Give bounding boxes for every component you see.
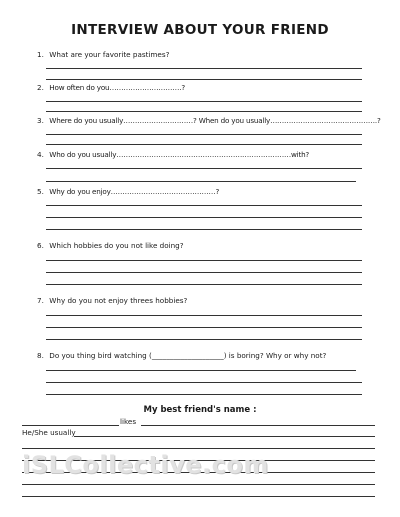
answer-line xyxy=(46,327,362,328)
answer-line xyxy=(74,436,375,437)
question-2: 2. How often do you………………………….? xyxy=(37,83,185,92)
answer-line xyxy=(46,79,362,80)
page-title: INTERVIEW ABOUT YOUR FRIEND xyxy=(71,22,329,38)
best-friend-heading: My best friend's name : xyxy=(143,405,257,415)
answer-line xyxy=(22,448,375,449)
question-8: 8. Do you thing bird watching (____________________) is boring? Why or why not? xyxy=(37,351,327,360)
likes-line xyxy=(141,425,375,426)
answer-line xyxy=(46,229,362,230)
likes-label: likes xyxy=(120,417,137,426)
answer-line xyxy=(46,134,362,135)
answer-line xyxy=(46,205,362,206)
question-6: 6. Which hobbies do you not like doing? xyxy=(37,241,184,250)
answer-line xyxy=(46,260,362,261)
answer-line xyxy=(46,284,362,285)
answer-line xyxy=(46,272,362,273)
answer-line xyxy=(46,111,362,112)
question-1: 1. What are your favorite pastimes? xyxy=(37,50,170,59)
answer-line xyxy=(46,217,362,218)
answer-line xyxy=(46,101,362,102)
answer-line xyxy=(46,370,356,371)
question-5: 5. Why do you enjoy………………………………………? xyxy=(37,187,220,196)
answer-line xyxy=(46,144,362,145)
he-she-usually-label: He/She usually xyxy=(22,428,76,437)
question-3: 3. Where do you usually…………………………? When do you usually……………………………………….? xyxy=(37,116,381,125)
answer-line xyxy=(46,382,362,383)
answer-line xyxy=(46,315,362,316)
answer-line xyxy=(22,484,375,485)
friend-name-line xyxy=(22,425,119,426)
answer-line xyxy=(46,339,362,340)
answer-line xyxy=(46,168,362,169)
answer-line xyxy=(46,68,362,69)
answer-line xyxy=(22,496,375,497)
answer-line xyxy=(46,394,362,395)
watermark-logo: iSLCollective.com xyxy=(22,451,269,479)
answer-line xyxy=(46,181,356,182)
question-7: 7. Why do you not enjoy threes hobbies? xyxy=(37,296,188,305)
question-4: 4. Who do you usually…………………………………………………………………with? xyxy=(37,150,310,159)
